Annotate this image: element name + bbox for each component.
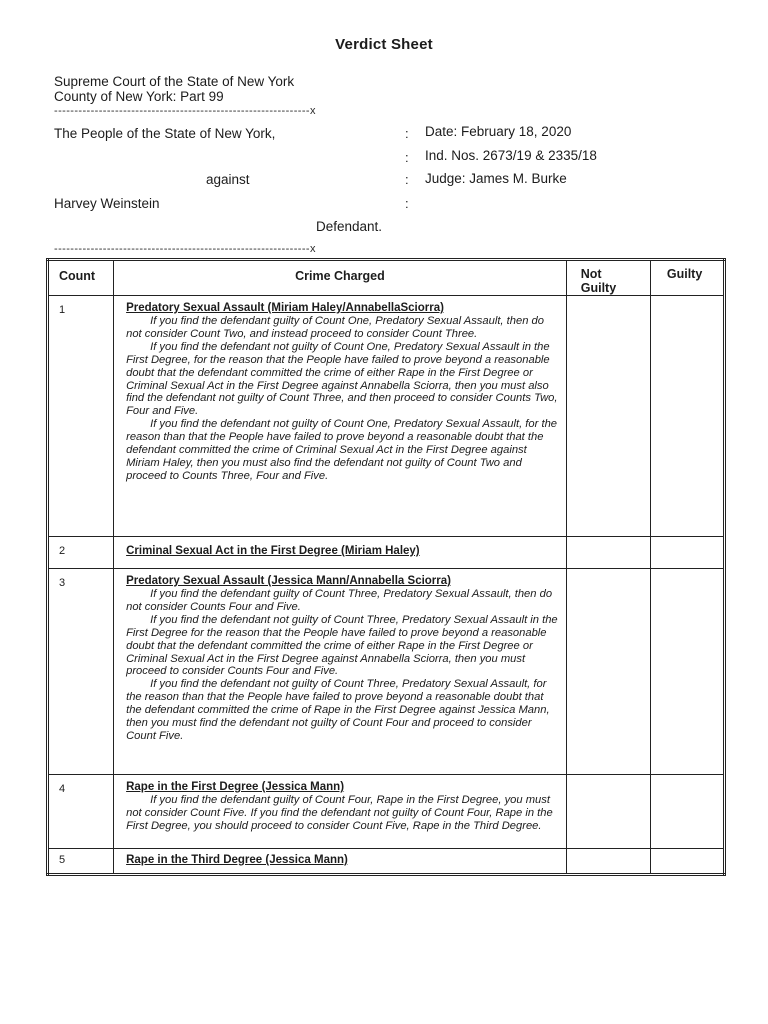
header-not-guilty-line1: Not [580, 267, 602, 281]
court-name: Supreme Court of the State of New York [54, 74, 295, 89]
instruction-paragraph: If you find the defendant not guilty of Count Three, Predatory Sexual Assault in the First Degree for the reason that the People have failed to prove beyond a reasonable doubt that the defendant committed the crime of either Rape in the First Degree or Criminal Sexual Act in the First Degree against Annabella Sciorra, then you must proceed to consider Counts Four and Five. [126, 613, 558, 678]
verdict-table [46, 258, 726, 876]
crime-cell [114, 537, 567, 569]
instruction-paragraph: If you find the defendant guilty of Count Three, Predatory Sexual Assault, then do not consider Counts Four and Five. [126, 588, 553, 613]
guilty-checkbox[interactable] [650, 537, 724, 569]
table-row [48, 849, 725, 875]
header-not-guilty-line2: Guilty [580, 281, 617, 295]
table-header-row [48, 260, 725, 296]
caption-colon: : [405, 196, 409, 211]
separator-bottom: ---------------------------------------------------------------x [54, 243, 316, 255]
separator-top: ---------------------------------------------------------------x [54, 105, 316, 117]
count-number: 3 [48, 569, 114, 775]
not-guilty-checkbox[interactable] [566, 849, 650, 875]
instruction-paragraph: If you find the defendant not guilty of Count One, Predatory Sexual Assault in the First Degree, for the reason that the People have failed to prove beyond a reasonable doubt that the defendant committed the crime of either Rape in the First Degree or Criminal Sexual Act in the First Degree against Annabella Sciorra, then you must also find the defendant not guilty of Count Three, and then proceed to consider Counts Two, Four and Five. [126, 340, 558, 418]
judge-field: Judge: James M. Burke [425, 171, 567, 186]
defendant-name: Harvey Weinstein [54, 196, 160, 211]
charge-title: Rape in the Third Degree (Jessica Mann) [126, 854, 348, 866]
date-field: Date: February 18, 2020 [425, 124, 572, 139]
charge-title: Predatory Sexual Assault (Jessica Mann/Annabella Sciorra) [126, 575, 451, 587]
plaintiff-name: The People of the State of New York, [54, 126, 276, 141]
guilty-checkbox[interactable] [650, 296, 724, 537]
against-label: against [206, 172, 250, 187]
guilty-checkbox[interactable] [650, 775, 724, 849]
crime-cell [114, 849, 567, 875]
guilty-checkbox[interactable] [650, 849, 724, 875]
defendant-label: Defendant. [316, 219, 383, 234]
header-not-guilty [566, 260, 650, 296]
not-guilty-checkbox[interactable] [566, 296, 650, 537]
caption-colon: : [405, 172, 409, 187]
instruction-paragraph: If you find the defendant not guilty of Count Three, Predatory Sexual Assault, for the reason than that the People have failed to prove beyond a reasonable doubt that the defendant committed the crime of Rape in the First Degree against Jessica Mann, then you must find the defendant not guilty of Count Four and proceed to consider Count Five. [126, 678, 550, 742]
count-number: 5 [48, 849, 114, 875]
table-row [48, 537, 725, 569]
charge-title: Criminal Sexual Act in the First Degree (Miriam Haley) [126, 545, 420, 557]
caption-colon: : [405, 150, 409, 165]
not-guilty-checkbox[interactable] [566, 569, 650, 775]
court-part: County of New York: Part 99 [54, 89, 224, 104]
table-row [48, 775, 725, 849]
header-crime-charged: Crime Charged [114, 260, 567, 296]
charge-title: Predatory Sexual Assault (Miriam Haley/AnnabellaSciorra) [126, 302, 444, 314]
not-guilty-checkbox[interactable] [566, 537, 650, 569]
charge-title: Rape in the First Degree (Jessica Mann) [126, 781, 345, 793]
caption-colon: : [405, 126, 409, 141]
table-row [48, 296, 725, 537]
count-number: 4 [48, 775, 114, 849]
crime-cell [114, 775, 567, 849]
guilty-checkbox[interactable] [650, 569, 724, 775]
crime-cell [114, 296, 567, 537]
instruction-paragraph: If you find the defendant not guilty of Count One, Predatory Sexual Assault, for the reason than that the People have failed to prove beyond a reasonable doubt that the defendant committed the crime of Criminal Sexual Act in the First Degree against Miriam Haley, then you must also find the defendant not guilty of Count Two and proceed to Counts Three, Four and Five. [126, 418, 558, 482]
table-row [48, 569, 725, 775]
not-guilty-checkbox[interactable] [566, 775, 650, 849]
count-number: 2 [48, 537, 114, 569]
document-title: Verdict Sheet [335, 36, 433, 53]
crime-cell [114, 569, 567, 775]
instruction-paragraph: If you find the defendant guilty of Count One, Predatory Sexual Assault, then do not consider Count Two, and instead proceed to consider Count Three. [126, 315, 544, 340]
header-count: Count [48, 260, 114, 296]
indictment-numbers: Ind. Nos. 2673/19 & 2335/18 [425, 148, 597, 163]
instruction-paragraph: If you find the defendant guilty of Count Four, Rape in the First Degree, you must not consider Count Five. If you find the defendant not guilty of Count Four, Rape in the First Degree, you should proceed to consider Count Five, Rape in the Third Degree. [126, 794, 553, 832]
count-number: 1 [48, 296, 114, 537]
header-guilty: Guilty [650, 260, 724, 296]
